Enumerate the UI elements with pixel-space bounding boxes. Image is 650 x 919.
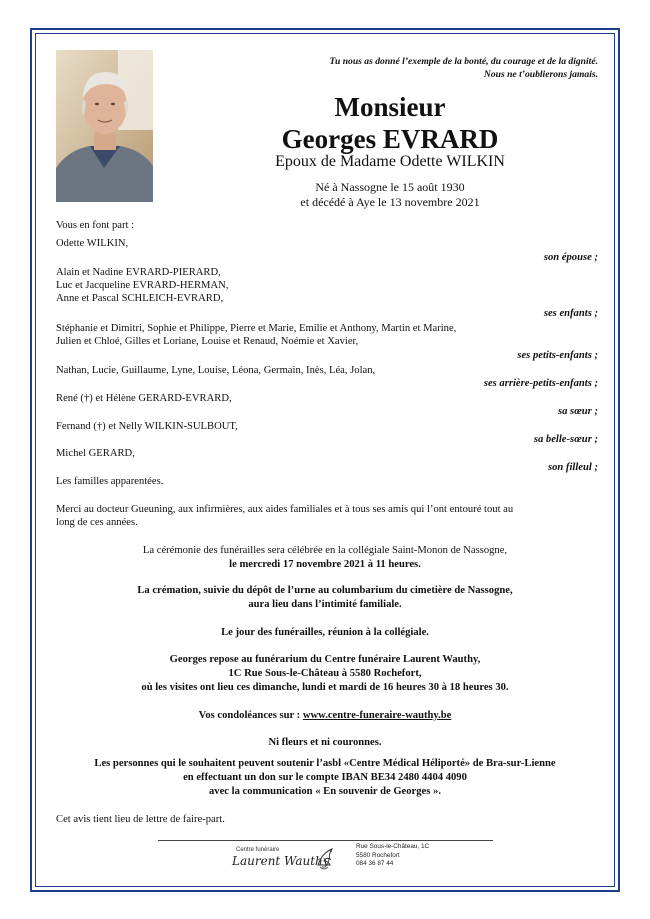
family-sister-in-law: Fernand (†) et Nelly WILKIN-SULBOUT, (56, 421, 238, 432)
footer-divider (158, 840, 493, 841)
family-sister: René (†) et Hélène GERARD-EVRARD, (56, 393, 232, 404)
portrait-illustration (56, 50, 153, 202)
funerarium-line-2: 1C Rue Sous-le-Château à 5580 Rochefort, (228, 668, 422, 679)
condolences-line (40, 709, 610, 723)
family-grandchildren-1: Stéphanie et Dimitri, Sophie et Philippe, Pierre et Marie, Emilie et Anthony, Martin et Marine, (56, 323, 457, 334)
ceremony-line-1: La cérémonie des funérailles sera célébrée en la collégiale Saint-Monon de Nassogne, (142, 545, 508, 556)
donation-line-2: en effectuant un don sur le compte IBAN BE34 2480 4404 4090 (183, 772, 467, 783)
footer-address (356, 843, 429, 869)
intro-line: Vous en font part : (56, 220, 135, 231)
spouse-line: Epoux de Madame Odette WILKIN (275, 153, 505, 170)
family-child-2: Luc et Jacqueline EVRARD-HERMAN, (56, 280, 229, 291)
family-grandchildren-2: Julien et Chloé, Gilles et Loriane, Louise et Renaud, Noémie et Xavier, (56, 336, 359, 347)
birth-line: Né à Nassogne le 15 août 1930 (315, 180, 465, 194)
thanks-line-1: Merci au docteur Gueuning, aux infirmières, aux aides familiales et à tous ses amis qui l’ont entouré tout au (56, 504, 514, 515)
no-flowers-line: Ni fleurs et ni couronnes. (268, 737, 382, 748)
family-children-role: ses enfants ; (543, 308, 598, 319)
thanks-line-2: long de ces années. (56, 517, 138, 528)
family-godson: Michel GERARD, (56, 448, 135, 459)
funerarium-line-1: Georges repose au funérarium du Centre funéraire Laurent Wauthy, (169, 654, 481, 665)
dove-icon (314, 845, 338, 873)
condolences-link[interactable]: www.centre-funeraire-wauthy.be (302, 710, 452, 721)
cremation-line-2: aura lieu dans l’intimité familiale. (248, 599, 402, 610)
address-street: Rue Sous-le-Château, 1C (356, 843, 430, 850)
family-child-3: Anne et Pascal SCHLEICH-EVRARD, (56, 293, 224, 304)
title-honorific: Monsieur (334, 92, 446, 122)
family-spouse-name: Odette WILKIN, (56, 238, 129, 249)
related-families: Les familles apparentées. (56, 476, 164, 487)
portrait-photo (56, 50, 153, 202)
funerarium-line-3: où les visites ont lieu ces dimanche, lundi et mardi de 16 heures 30 à 18 heures 30. (141, 682, 509, 693)
donation-line-3: avec la communication « En souvenir de Georges ». (209, 786, 441, 797)
family-sister-in-law-role: sa belle-sœur ; (533, 434, 598, 445)
address-city: 5580 Rochefort (356, 851, 400, 859)
family-child-1: Alain et Nadine EVRARD-PIERARD, (56, 267, 221, 278)
meeting-line: Le jour des funérailles, réunion à la collégiale. (221, 627, 429, 638)
death-line: et décédé à Aye le 13 novembre 2021 (300, 195, 480, 209)
logo-caption: Centre funéraire (236, 847, 280, 853)
epitaph-quote (238, 55, 598, 81)
quote-line-1: Tu nous as donné l’exemple de la bonté, du courage et de la dignité. (329, 56, 598, 67)
closing-line: Cet avis tient lieu de lettre de faire-part. (56, 814, 225, 825)
family-sister-role: sa sœur ; (557, 406, 598, 417)
title-name: Georges EVRARD (281, 124, 499, 154)
address-phone: 084 36 87 44 (356, 860, 394, 868)
family-spouse-role: son épouse ; (543, 252, 598, 263)
family-greatgrandchildren: Nathan, Lucie, Guillaume, Lyne, Louise, Léona, Germain, Inès, Léa, Jolan, (56, 365, 376, 376)
ceremony-line-2: le mercredi 17 novembre 2021 à 11 heures. (229, 559, 421, 570)
cremation-line-1: La crémation, suivie du dépôt de l’urne au columbarium du cimetière de Nassogne, (137, 585, 513, 596)
donation-line-1: Les personnes qui le souhaitent peuvent soutenir l’asbl «Centre Médical Héliporté» de Bra-sur-Lienne (94, 758, 556, 769)
quote-line-2: Nous ne t’oublierons jamais. (483, 69, 598, 80)
family-grandchildren-role: ses petits-enfants ; (517, 350, 598, 361)
logo-name: Laurent Wauthy (232, 854, 330, 868)
condolences-label: Vos condoléances sur : (198, 710, 303, 721)
family-greatgrandchildren-role: ses arrière-petits-enfants ; (483, 378, 598, 389)
family-godson-role: son filleul ; (547, 462, 598, 473)
funeral-home-logo (232, 845, 342, 875)
